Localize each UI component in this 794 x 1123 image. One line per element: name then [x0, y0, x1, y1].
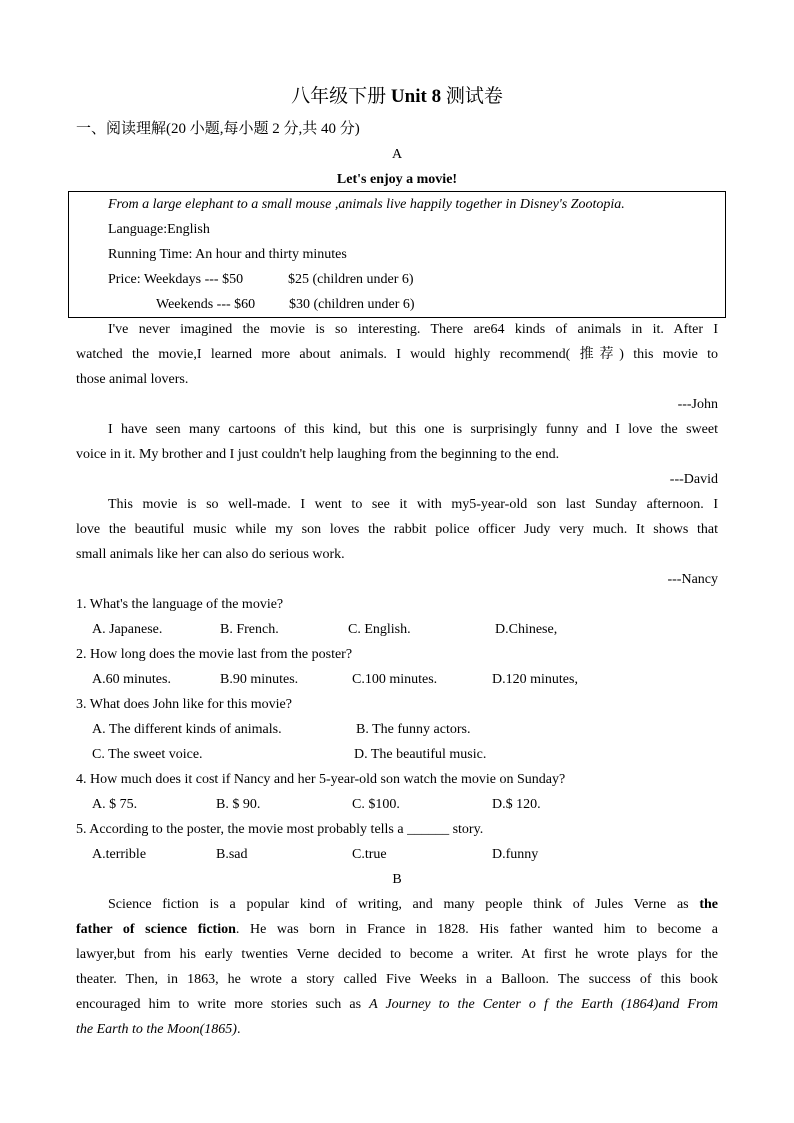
title-unit: Unit 8 — [390, 86, 442, 107]
passage-text: encouraged him to write more stories such as — [76, 997, 362, 1012]
question-5 — [76, 817, 718, 867]
section-heading: 一、阅读理解(20 小题,每小题 2 分,共 40 分) — [76, 121, 360, 137]
review-line: This movie is so well-made. I went to see it with my5-year-old son last Sunday afternoon. I — [108, 497, 718, 512]
option-b: B.90 minutes. — [220, 672, 299, 687]
passage-line — [76, 992, 718, 1017]
question-stem: 4. How much does it cost if Nancy and her 5-year-old son watch the movie on Sunday? — [76, 772, 566, 787]
passage-b-label: B — [392, 872, 402, 887]
question-stem: 2. How long does the movie last from the poster? — [76, 647, 353, 662]
review-line: I've never imagined the movie is so interesting. There are64 kinds of animals in it. After I — [108, 322, 718, 337]
review-david — [76, 417, 718, 492]
question-3 — [76, 692, 718, 767]
option-c: C. The sweet voice. — [92, 747, 203, 762]
option-a: A. The different kinds of animals. — [92, 722, 282, 737]
review-line: watched the movie,I learned more about animals. I would highly recommend( 推荐) this movie to — [76, 347, 718, 362]
question-2 — [76, 642, 718, 692]
poster-tagline: From a large elephant to a small mouse ,animals live happily together in Disney's Zootopia. — [108, 197, 625, 212]
passage-b-text — [76, 892, 718, 1042]
review-line: small animals like her can also do serious work. — [76, 547, 345, 562]
question-1 — [76, 592, 718, 642]
option-b: B. The funny actors. — [356, 722, 471, 737]
review-nancy — [76, 492, 718, 592]
question-options — [76, 792, 718, 817]
weekends-adult-price: Weekends --- $60 — [156, 297, 256, 312]
option-a: A.60 minutes. — [92, 672, 171, 687]
option-d: D.120 minutes, — [492, 672, 578, 687]
option-b: B. $ 90. — [216, 797, 261, 812]
question-options — [76, 717, 718, 742]
question-4 — [76, 767, 718, 817]
passage-a-label: A — [391, 147, 403, 162]
review-author: ---David — [669, 472, 718, 487]
review-line: I have seen many cartoons of this kind, but this one is surprisingly funny and I love the sweet — [108, 422, 718, 437]
review-line: love the beautiful music while my son loves the rabbit police officer Judy very much. It shows that — [76, 522, 718, 537]
option-d: D. The beautiful music. — [354, 747, 487, 762]
question-stem: 5. According to the poster, the movie most probably tells a ______ story. — [76, 822, 484, 837]
passage-text: Science fiction is a popular kind of writing, and many people think of Jules Verne as — [108, 897, 689, 912]
passage-text: theater. Then, in 1863, he wrote a story called Five Weeks in a Balloon. The success of this book — [76, 972, 718, 987]
poster-running-time: Running Time: An hour and thirty minutes — [108, 247, 347, 262]
option-c: C. $100. — [352, 797, 400, 812]
passage-italic-text: A Journey to the Center o f the Earth (1864)and From — [369, 997, 718, 1012]
passage-text: . — [236, 1022, 241, 1037]
passage-line — [76, 942, 718, 967]
option-a: A. Japanese. — [92, 622, 163, 637]
weekdays-adult-price: Price: Weekdays --- $50 — [108, 272, 244, 287]
question-options — [76, 617, 718, 642]
passage-bold-text: the — [699, 897, 719, 912]
option-c: C.100 minutes. — [352, 672, 438, 687]
review-line: voice in it. My brother and I just couldn't help laughing from the beginning to the end. — [76, 447, 560, 462]
option-b: B. French. — [220, 622, 279, 637]
review-author: ---John — [677, 397, 718, 412]
option-d: D.Chinese, — [495, 622, 558, 637]
poster-language: Language:English — [108, 222, 210, 237]
option-a: A. $ 75. — [92, 797, 138, 812]
option-a: A.terrible — [92, 847, 147, 862]
question-options — [76, 842, 718, 867]
weekdays-children-price: $25 (children under 6) — [288, 272, 414, 287]
passage-line — [76, 892, 718, 917]
question-options — [76, 742, 718, 767]
option-c: C. English. — [348, 622, 411, 637]
review-john — [76, 317, 718, 417]
passage-bold-text: father of science fiction — [76, 922, 236, 937]
title-test: 测试卷 — [445, 86, 503, 107]
passage-line — [76, 917, 718, 942]
question-options — [76, 667, 718, 692]
review-author: ---Nancy — [667, 572, 718, 587]
passage-line — [76, 967, 718, 992]
page-title — [76, 84, 718, 117]
option-c: C.true — [352, 847, 387, 862]
title-grade: 八年级下册 — [291, 86, 387, 107]
option-d: D.funny — [492, 847, 539, 862]
passage-line — [76, 1017, 718, 1042]
poster-price-weekends — [108, 292, 725, 317]
option-b: B.sad — [216, 847, 248, 862]
option-d: D.$ 120. — [492, 797, 541, 812]
passage-italic-text: the Earth to the Moon(1865) — [76, 1022, 237, 1037]
review-line: those animal lovers. — [76, 372, 189, 387]
poster-price-weekdays — [108, 267, 725, 292]
movie-poster-box — [68, 191, 726, 318]
question-stem: 1. What's the language of the movie? — [76, 597, 284, 612]
question-stem: 3. What does John like for this movie? — [76, 697, 292, 712]
passage-a-heading: Let's enjoy a movie! — [336, 172, 458, 187]
page-content — [76, 84, 718, 1042]
weekends-children-price: $30 (children under 6) — [289, 297, 415, 312]
passage-text: lawyer,but from his early twenties Verne decided to become a writer. At first he wrote plays for the — [76, 947, 718, 962]
passage-text: . He was born in France in 1828. His father wanted him to become a — [235, 922, 719, 937]
